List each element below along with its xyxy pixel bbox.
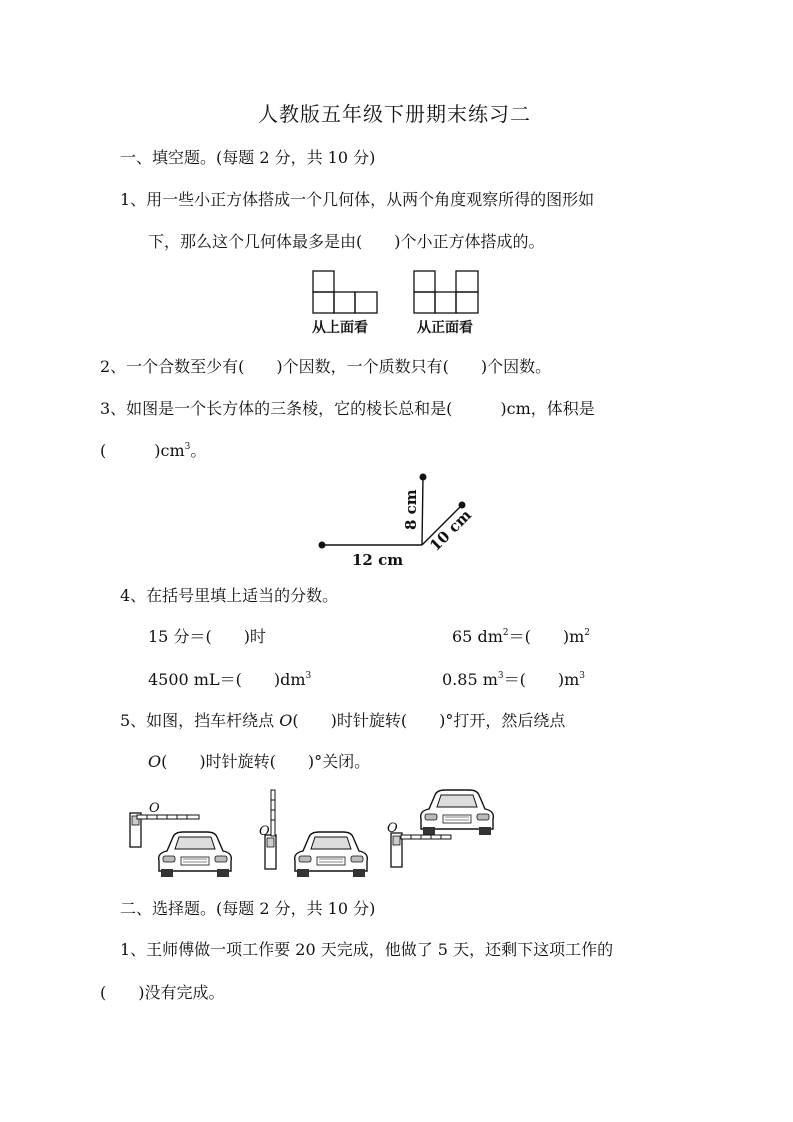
cuboid-edges-figure	[310, 470, 490, 570]
s2-q1-line1: 1、王师傅做一项工作要 20 天完成，他做了 5 天，还剩下这项工作的	[120, 940, 614, 959]
svg-text:O: O	[387, 821, 398, 836]
q4-heading: 4、在括号里填上适当的分数。	[120, 586, 339, 605]
q3-line1: 3、如图是一个长方体的三条棱，它的棱长总和是( )cm，体积是	[100, 399, 595, 418]
view-top-label: 从上面看	[312, 320, 368, 336]
scene-closed-again	[387, 790, 493, 867]
view-front-label: 从正面看	[417, 320, 473, 336]
edge-height-label: 8 cm	[402, 489, 420, 530]
q4-a: 15 分＝( )时	[148, 627, 266, 646]
edge-length-label: 12 cm	[352, 551, 404, 569]
view-front-figure	[413, 270, 483, 315]
q2-text: 2、一个合数至少有( )个因数，一个质数只有( )个因数。	[100, 357, 552, 376]
svg-text:O: O	[149, 801, 160, 816]
q4-c: 4500 mL＝( )$dm^3$	[148, 670, 312, 689]
q3-line2: ( )$cm^3$。	[100, 441, 207, 460]
page-title: 人教版五年级下册期末练习二	[258, 102, 531, 126]
q5-line1: 5、如图，挡车杆绕点 O( )时针旋转( )°打开，然后绕点	[120, 711, 566, 730]
view-top-figure	[312, 270, 382, 315]
barrier-scene-figure	[125, 785, 495, 885]
scene-open	[259, 790, 367, 877]
section1-heading: 一、填空题。(每题 2 分，共 10 分)	[120, 148, 376, 167]
s2-q1-line2: ( )没有完成。	[100, 983, 225, 1002]
q1-line1: 1、用一些小正方体搭成一个几何体，从两个角度观察所得的图形如	[120, 190, 595, 209]
edge-width-label: 10 cm	[426, 505, 475, 555]
q5-line2: O( )时针旋转( )°关闭。	[148, 752, 371, 771]
section2-heading: 二、选择题。(每题 2 分，共 10 分)	[120, 899, 376, 918]
q4-d: 0.85 $m^3=$( )$m^3$	[442, 670, 586, 689]
scene-closed	[130, 801, 231, 877]
svg-text:O: O	[259, 824, 270, 839]
q4-b: 65 $dm^2=$( )$m^2$	[452, 627, 590, 646]
q1-line2: 下，那么这个几何体最多是由( )个小正方体搭成的。	[148, 232, 545, 251]
